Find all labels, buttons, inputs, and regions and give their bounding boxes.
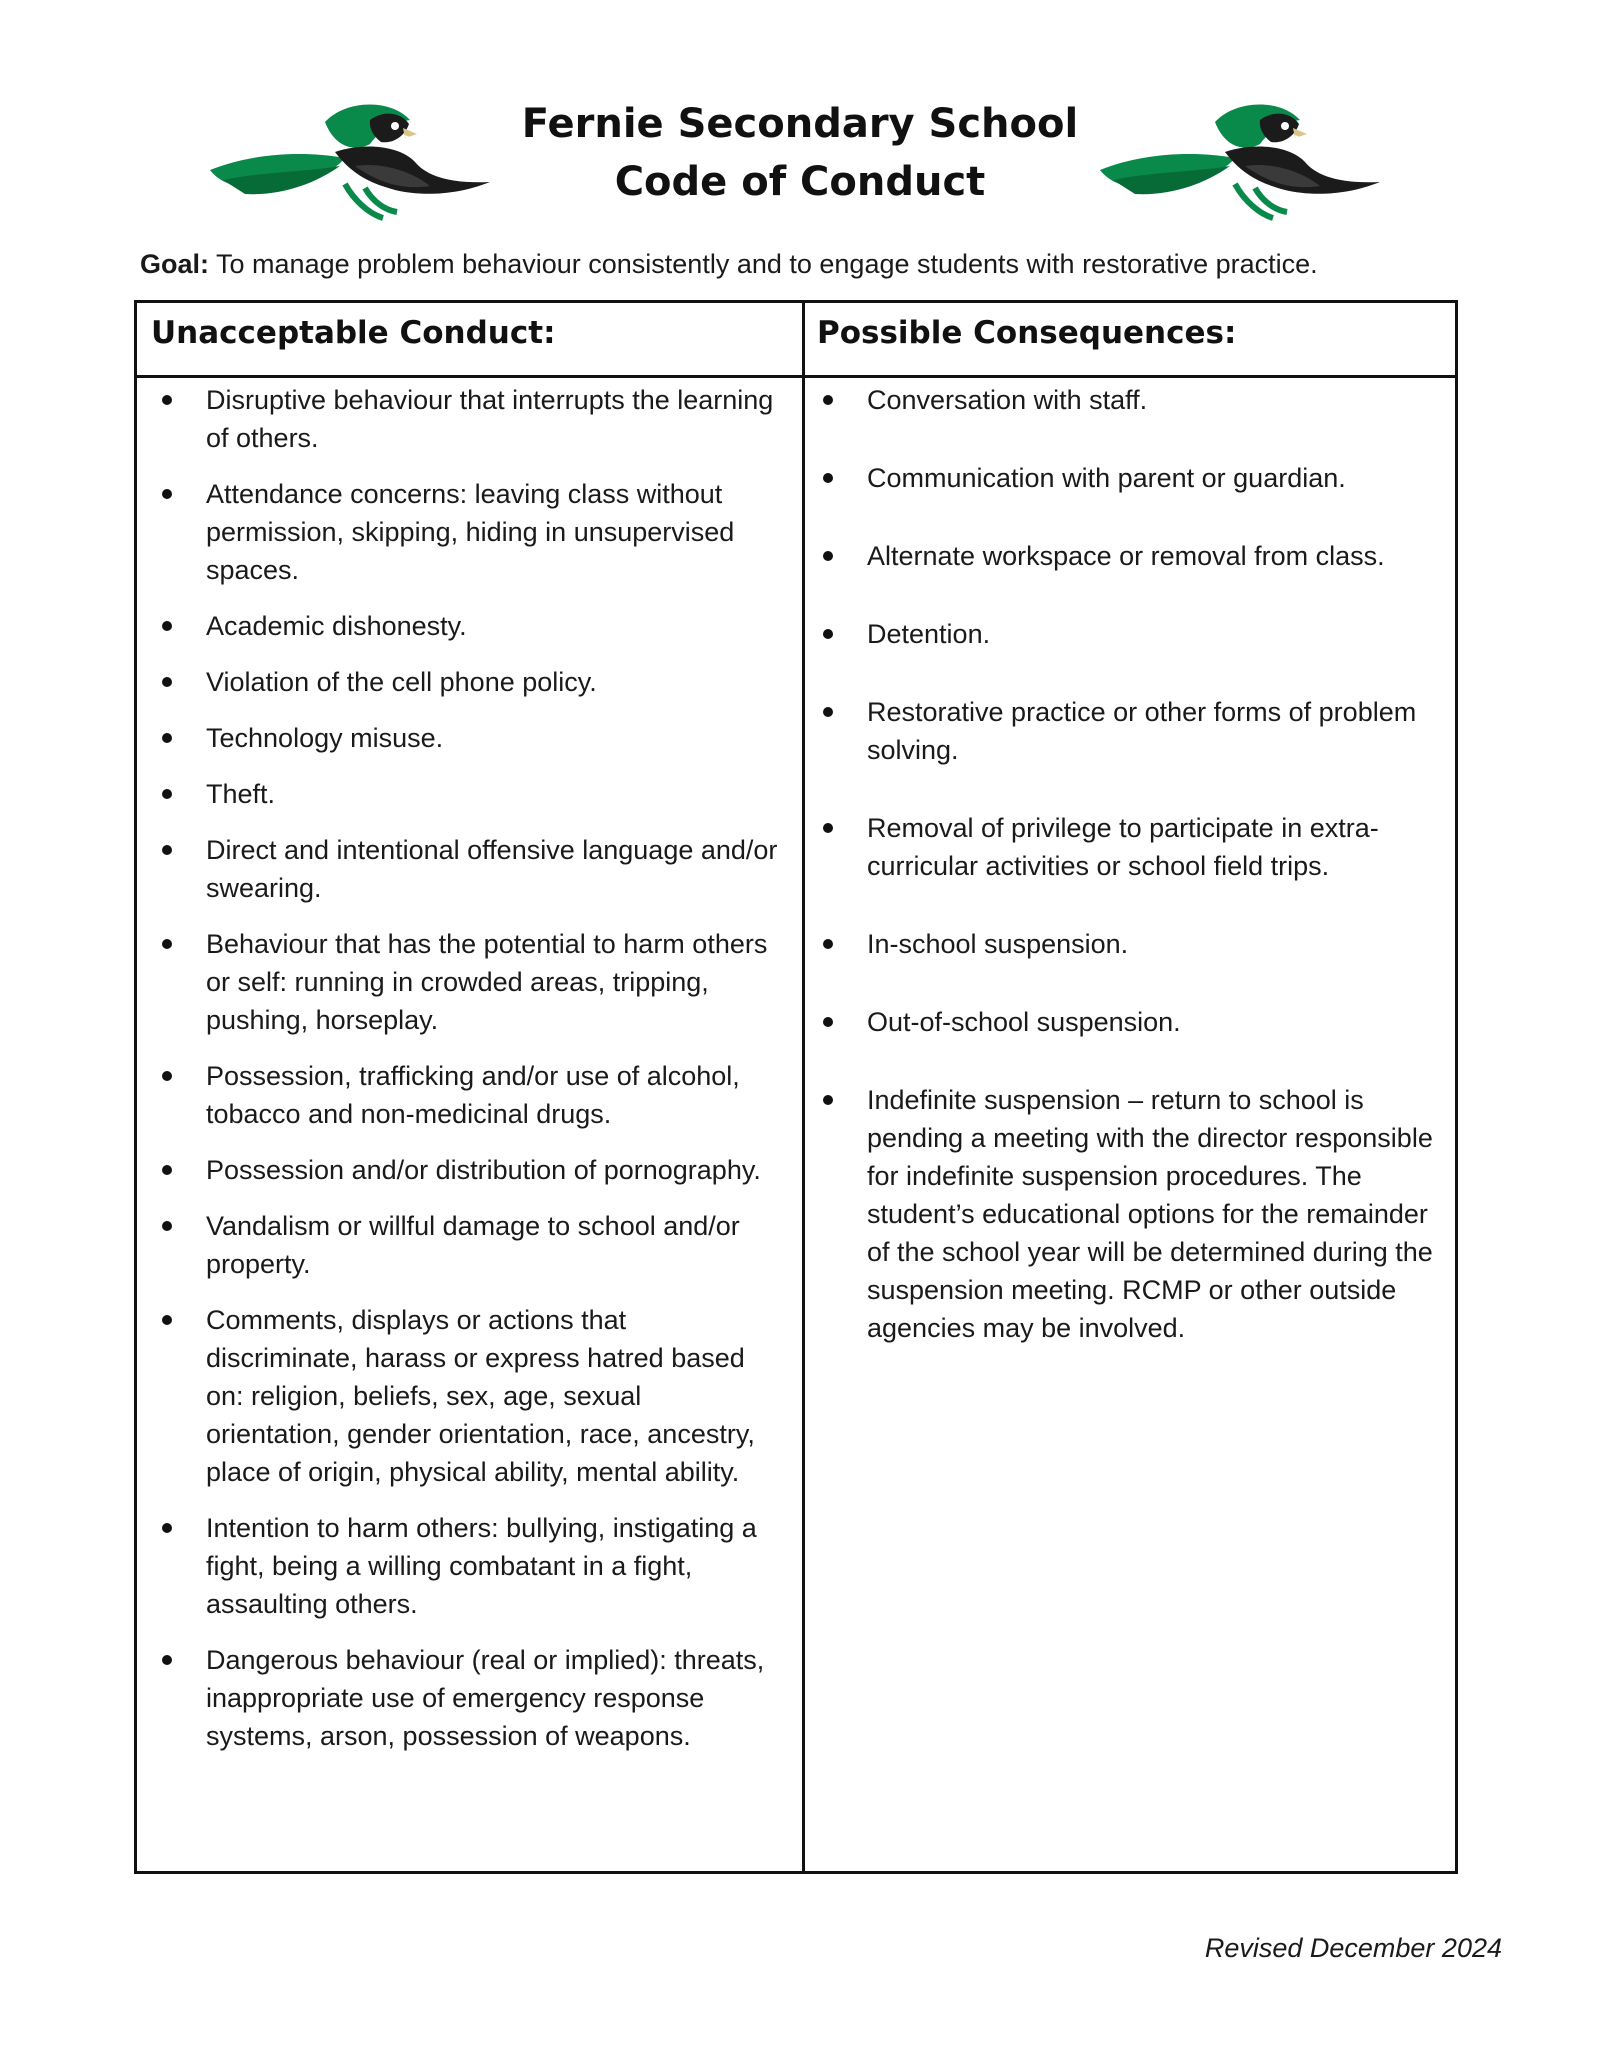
column-divider <box>802 303 805 1871</box>
list-item-text: Restorative practice or other forms of problem solving. <box>867 697 1417 765</box>
list-item-text: Alternate workspace or removal from class. <box>867 541 1385 571</box>
list-item <box>206 663 781 701</box>
unacceptable-conduct-list <box>206 381 781 1773</box>
school-name: Fernie Secondary School <box>521 101 1079 147</box>
list-item-text: Vandalism or willful damage to school and/or property. <box>206 1211 740 1279</box>
hawk-mascot-icon <box>205 92 495 222</box>
list-item-text: Dangerous behaviour (real or implied): threats, inappropriate use of emergency response systems, arson, possession of weapons. <box>206 1645 765 1751</box>
list-item <box>867 381 1437 419</box>
list-item <box>867 925 1437 963</box>
bullet-icon <box>162 1655 172 1665</box>
list-item <box>206 381 781 457</box>
bullet-icon <box>162 1221 172 1231</box>
list-item-text: In-school suspension. <box>867 929 1129 959</box>
revision-date: Revised December 2024 <box>1204 1933 1502 1963</box>
conduct-table <box>134 300 1458 1874</box>
list-item-text: Technology misuse. <box>206 723 444 753</box>
bullet-icon <box>823 823 833 833</box>
list-item <box>206 1641 781 1755</box>
goal-label: Goal: <box>140 249 210 279</box>
list-item-text: Conversation with staff. <box>867 385 1148 415</box>
bullet-icon <box>162 621 172 631</box>
possible-consequences-list <box>867 381 1437 1387</box>
list-item-text: Communication with parent or guardian. <box>867 463 1346 493</box>
list-item-text: Behaviour that has the potential to harm others or self: running in crowded areas, tripping, pushing, horseplay. <box>206 929 768 1035</box>
hawk-mascot-icon <box>1095 92 1385 222</box>
list-item <box>206 719 781 757</box>
header-divider <box>137 375 1455 378</box>
bullet-icon <box>823 395 833 405</box>
list-item <box>206 1207 781 1283</box>
document-subtitle: Code of Conduct <box>614 159 986 205</box>
unacceptable-conduct-header: Unacceptable Conduct: <box>151 315 556 351</box>
list-item <box>867 459 1437 497</box>
bullet-icon <box>162 733 172 743</box>
list-item-text: Possession and/or distribution of pornography. <box>206 1155 761 1185</box>
bullet-icon <box>162 677 172 687</box>
list-item-text: Comments, displays or actions that discriminate, harass or express hatred based on: religion, beliefs, sex, age, sexual orientation, gender orientation, race, ancestry, place of origin, physical ability, mental ability. <box>206 1305 755 1487</box>
bullet-icon <box>162 1165 172 1175</box>
bullet-icon <box>823 939 833 949</box>
list-item <box>867 809 1437 885</box>
list-item <box>867 693 1437 769</box>
list-item-text: Detention. <box>867 619 991 649</box>
bullet-icon <box>162 845 172 855</box>
bullet-icon <box>162 939 172 949</box>
list-item-text: Direct and intentional offensive language and/or swearing. <box>206 835 778 903</box>
list-item <box>206 1151 781 1189</box>
bullet-icon <box>162 1315 172 1325</box>
list-item-text: Violation of the cell phone policy. <box>206 667 597 697</box>
bullet-icon <box>162 789 172 799</box>
list-item-text: Removal of privilege to participate in extra-curricular activities or school field trips. <box>867 813 1379 881</box>
list-item-text: Theft. <box>206 779 276 809</box>
list-item <box>206 925 781 1039</box>
list-item <box>867 615 1437 653</box>
list-item <box>867 1003 1437 1041</box>
goal-text: To manage problem behaviour consistently and to engage students with restorative practice. <box>209 249 1318 279</box>
document-title <box>480 95 1120 211</box>
bullet-icon <box>823 629 833 639</box>
list-item-text: Possession, trafficking and/or use of alcohol, tobacco and non-medicinal drugs. <box>206 1061 740 1129</box>
list-item-text: Intention to harm others: bullying, instigating a fight, being a willing combatant in a fight, assaulting others. <box>206 1513 757 1619</box>
list-item-text: Attendance concerns: leaving class without permission, skipping, hiding in unsupervised spaces. <box>206 479 735 585</box>
bullet-icon <box>162 1071 172 1081</box>
list-item-text: Out-of-school suspension. <box>867 1007 1181 1037</box>
bullet-icon <box>162 395 172 405</box>
bullet-icon <box>162 1523 172 1533</box>
list-item <box>206 1057 781 1133</box>
list-item <box>206 775 781 813</box>
bullet-icon <box>823 551 833 561</box>
list-item-text: Indefinite suspension – return to school is pending a meeting with the director responsible for indefinite suspension procedures. The student’s educational options for the remainder of the school year will be determined during the suspension meeting. RCMP or other outside agencies may be involved. <box>867 1085 1433 1343</box>
list-item <box>206 831 781 907</box>
goal-statement <box>140 246 1318 282</box>
list-item <box>206 1509 781 1623</box>
bullet-icon <box>162 489 172 499</box>
list-item-text: Disruptive behaviour that interrupts the learning of others. <box>206 385 774 453</box>
list-item <box>206 607 781 645</box>
bullet-icon <box>823 1095 833 1105</box>
bullet-icon <box>823 473 833 483</box>
list-item <box>206 1301 781 1491</box>
list-item <box>206 475 781 589</box>
possible-consequences-header: Possible Consequences: <box>817 315 1237 351</box>
list-item <box>867 1081 1437 1347</box>
list-item <box>867 537 1437 575</box>
bullet-icon <box>823 707 833 717</box>
list-item-text: Academic dishonesty. <box>206 611 467 641</box>
bullet-icon <box>823 1017 833 1027</box>
